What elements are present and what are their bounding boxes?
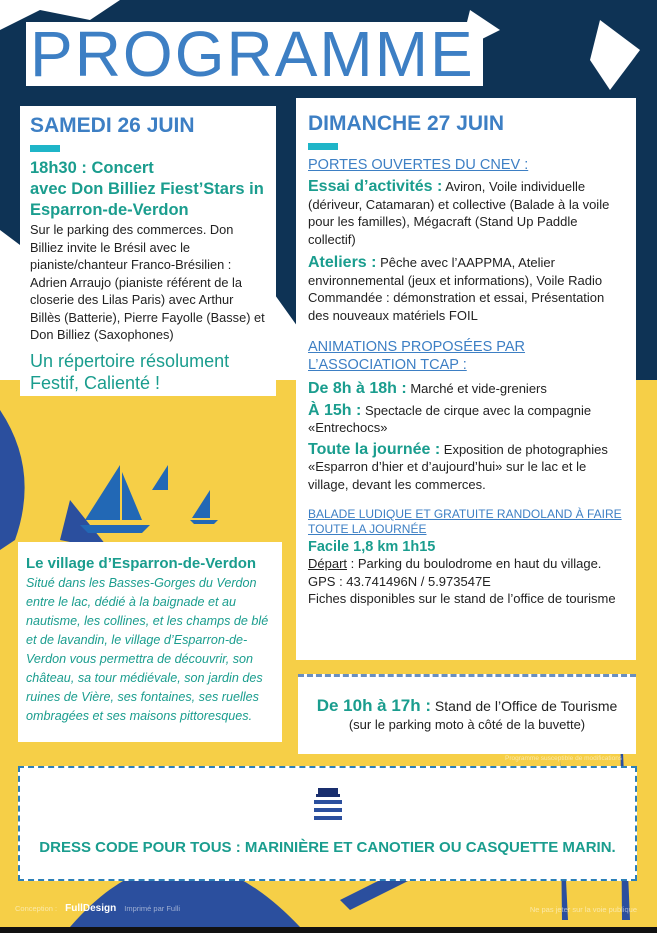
sailor-shirt-icon bbox=[308, 786, 348, 826]
sunday-panel bbox=[296, 98, 636, 660]
footer-notice: Ne pas jeter sur la voie publique bbox=[529, 905, 637, 914]
accent-bar bbox=[308, 143, 338, 150]
section-heading: PORTES OUVERTES DU CNEV : bbox=[308, 157, 529, 174]
depart-text: : Parking du boulodrome en haut du village. bbox=[347, 556, 602, 572]
section-heading: ANIMATIONS PROPOSÉES PAR L’ASSOCIATION TCAP : bbox=[308, 339, 526, 374]
stand-panel bbox=[298, 674, 636, 754]
balade-level: Facile 1,8 km 1h15 bbox=[308, 539, 436, 556]
saturday-day: SAMEDI 26 JUIN bbox=[30, 114, 195, 137]
list-item: À 15h : Spectacle de cirque avec la compagnie «Entrechocs» bbox=[308, 401, 592, 436]
footer-credits: Conception : FullDesign Imprimé par Fulli bbox=[15, 903, 181, 914]
brand-logo: FullDesign bbox=[65, 903, 117, 914]
list-item: Toute la journée : Exposition de photographies «Esparron d’hier et d’aujourd’hui» sur le lac et le village, devant les commerces. bbox=[308, 440, 608, 492]
village-panel bbox=[18, 542, 282, 742]
dress-code-panel bbox=[18, 766, 637, 881]
list-item: De 8h à 18h : Marché et vide-greniers bbox=[308, 380, 547, 398]
concert-description: Sur le parking des commerces. Don Billiez invite le Brésil avec le pianiste/chanteur Franco-Brésilien : Adrien Arraujo (pianiste référent de la closerie des Lilas Paris) avec Arthur Billès (Batterie), Pierre Fayolle (Basse) et Don Billiez (Saxophones) bbox=[30, 222, 265, 343]
depart-label: Départ bbox=[308, 556, 348, 572]
stand-sub: (sur le parking moto à côté de la buvette) bbox=[348, 716, 586, 732]
village-heading: Le village d’Esparron-de-Verdon bbox=[26, 555, 257, 572]
concert-tagline: Un répertoire résolument Festif, Calienté ! bbox=[30, 350, 230, 393]
list-item: Ateliers : Pêche avec l’AAPPMA, Atelier environnemental (jeux et informations), Voile Radio Commandée : démonstration et essai, Présentation des nouveaux matériels FOIL bbox=[308, 254, 605, 323]
accent-bar bbox=[30, 145, 60, 152]
list-item: Essai d’activités : Aviron, Voile individuelle (dériveur, Catamaran) et collective (Balade à la voile pour les familles), Mégacraft (Stand Up Paddle collectif) bbox=[308, 178, 610, 247]
village-text: Situé dans les Basses-Gorges du Verdon entre le lac, dédié à la baignade et au nautisme, les collines, et les champs de blé et de lavandin, le village d’Esparron-de-Verdon vous permettra de découvrir, son château, sa tour médiévale, son jardin des ruines de Vière, ses fontaines, ses ruelles ombragées et ses maisons pittoresques. bbox=[26, 576, 269, 723]
stand-time: De 10h à 17h : bbox=[316, 696, 432, 715]
notice: Programme susceptible de modifications bbox=[505, 755, 623, 762]
event-title-line: avec Don Billiez Fiest’Stars in bbox=[30, 180, 264, 199]
sailboats-illustration bbox=[80, 460, 240, 540]
sunday-day: DIMANCHE 27 JUIN bbox=[308, 112, 505, 135]
dress-code-text: DRESS CODE POUR TOUS : MARINIÈRE ET CANOTIER OU CASQUETTE MARIN. bbox=[39, 839, 616, 856]
event-title-line: 18h30 : Concert bbox=[30, 159, 154, 178]
page-title: PROGRAMME bbox=[26, 22, 483, 86]
saturday-panel bbox=[20, 106, 276, 396]
balade-heading: BALADE LUDIQUE ET GRATUITE RANDOLAND À FAIRE TOUTE LA JOURNÉE bbox=[308, 507, 622, 537]
stand-text: Stand de l’Office de Tourisme bbox=[431, 698, 618, 714]
fiches-info: Fiches disponibles sur le stand de l’office de tourisme bbox=[308, 591, 616, 607]
gps-coordinates: GPS : 43.741496N / 5.973547E bbox=[308, 573, 491, 589]
event-title-line: Esparron-de-Verdon bbox=[30, 201, 189, 220]
